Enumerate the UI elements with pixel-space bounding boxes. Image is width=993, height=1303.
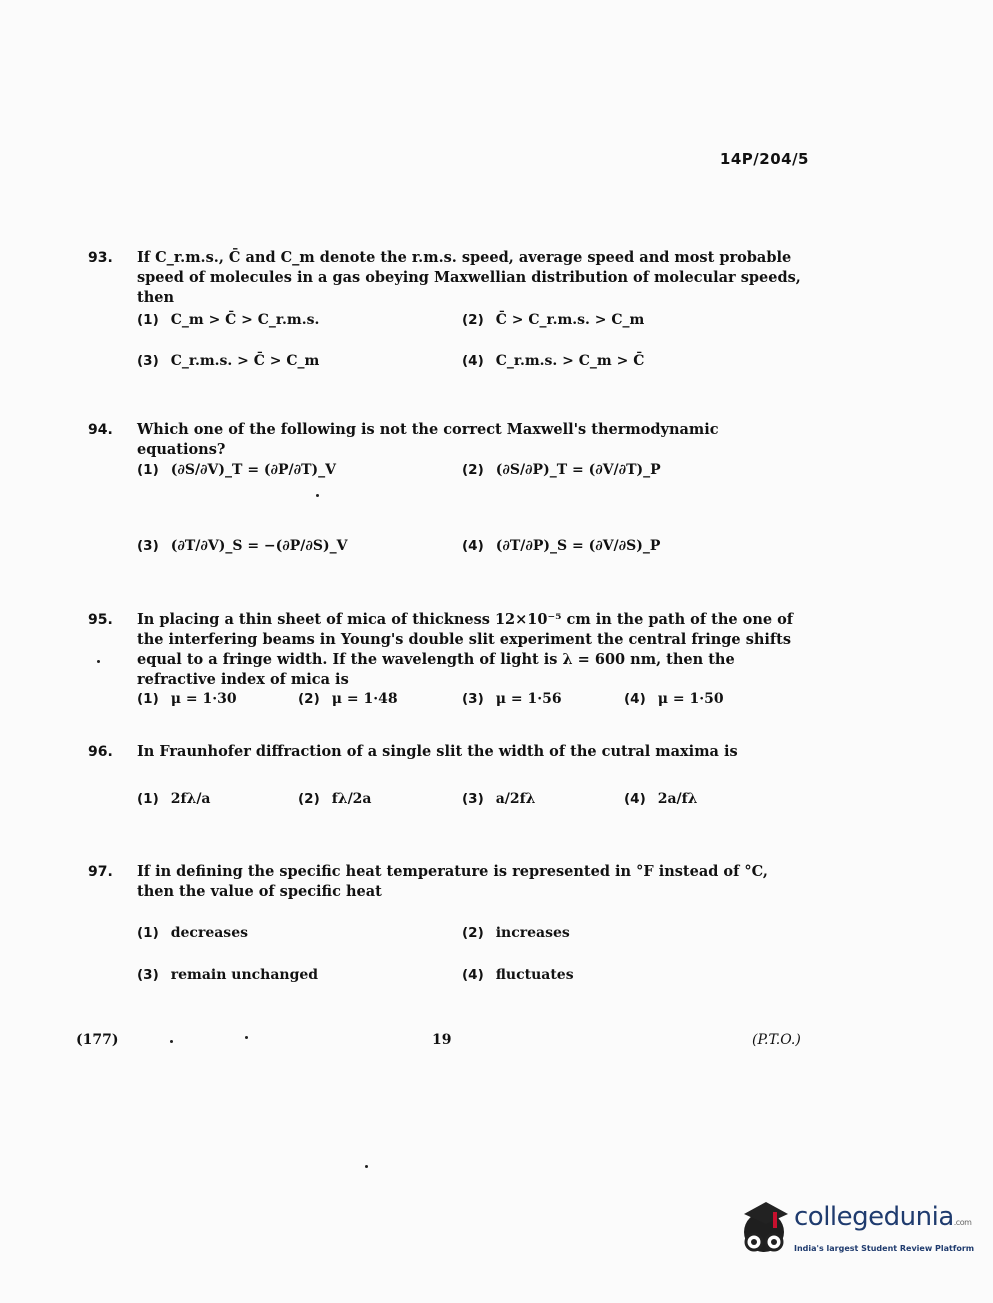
q95-option-1: (1) μ = 1·30 xyxy=(137,691,237,707)
question-93-number: 93. xyxy=(88,250,113,266)
question-95-number: 95. xyxy=(88,612,113,628)
question-96-text: In Fraunhofer diffraction of a single slit the width of the cutral maxima is xyxy=(137,743,738,760)
paper-code: 14P/204/5 xyxy=(719,150,809,168)
q93-option-1: (1) C_m > C̄ > C_r.m.s. xyxy=(137,312,320,328)
q96-option-2: (2) fλ/2a xyxy=(298,791,372,807)
question-93-text: If C_r.m.s., C̄ and C_m denote the r.m.s. speed, average speed and most probable speed of molecules in a gas obeying Maxwellian distribution of molecular speeds, then xyxy=(137,249,801,306)
question-97-text: If in defining the specific heat temperature is represented in °F instead of °C, then the value of specific heat xyxy=(137,863,768,900)
question-97-number: 97. xyxy=(88,864,113,880)
collegedunia-tagline: India's largest Student Review Platform xyxy=(794,1244,975,1253)
q96-option-1: (1) 2fλ/a xyxy=(137,791,211,807)
q97-option-1: (1) decreases xyxy=(137,925,248,941)
q97-option-4: (4) fluctuates xyxy=(462,967,574,983)
q96-option-4: (4) 2a/fλ xyxy=(624,791,698,807)
page-number: 19 xyxy=(432,1032,452,1048)
question-94-number: 94. xyxy=(88,422,113,438)
pto-label: (P.T.O.) xyxy=(752,1032,801,1048)
q96-option-3: (3) a/2fλ xyxy=(462,791,536,807)
q97-option-3: (3) remain unchanged xyxy=(137,967,319,983)
q94-option-4: (4) (∂T/∂P)_S = (∂V/∂S)_P xyxy=(462,538,661,554)
scan-speck xyxy=(97,660,100,663)
collegedunia-logo-text: collegedunia.com xyxy=(794,1202,972,1232)
q95-option-3: (3) μ = 1·56 xyxy=(462,691,562,707)
question-96-number: 96. xyxy=(88,744,113,760)
q93-option-4: (4) C_r.m.s. > C_m > C̄ xyxy=(462,353,645,369)
scan-speck xyxy=(316,494,319,497)
q93-option-3: (3) C_r.m.s. > C̄ > C_m xyxy=(137,353,320,369)
q93-option-2: (2) C̄ > C_r.m.s. > C_m xyxy=(462,312,645,328)
question-95-text: In placing a thin sheet of mica of thickness 12×10⁻⁵ cm in the path of the one of the interfering beams in Young's double slit experiment the central fringe shifts equal to a fringe width. If the wavelength of light is λ = 600 nm, then the refractive index of mica is xyxy=(137,611,794,688)
collegedunia-logo-domain: .com xyxy=(953,1218,972,1227)
q97-option-2: (2) increases xyxy=(462,925,570,941)
footer-code: (177) xyxy=(76,1032,119,1048)
scan-speck xyxy=(365,1165,368,1168)
q94-option-2: (2) (∂S/∂P)_T = (∂V/∂T)_P xyxy=(462,462,661,478)
q94-option-3: (3) (∂T/∂V)_S = −(∂P/∂S)_V xyxy=(137,538,348,554)
scan-speck xyxy=(245,1036,248,1039)
scan-speck xyxy=(170,1040,173,1043)
question-94-text: Which one of the following is not the correct Maxwell's thermodynamic equations? xyxy=(137,421,719,458)
q95-option-4: (4) μ = 1·50 xyxy=(624,691,724,707)
q94-option-1: (1) (∂S/∂V)_T = (∂P/∂T)_V xyxy=(137,462,337,478)
q95-option-2: (2) μ = 1·48 xyxy=(298,691,398,707)
